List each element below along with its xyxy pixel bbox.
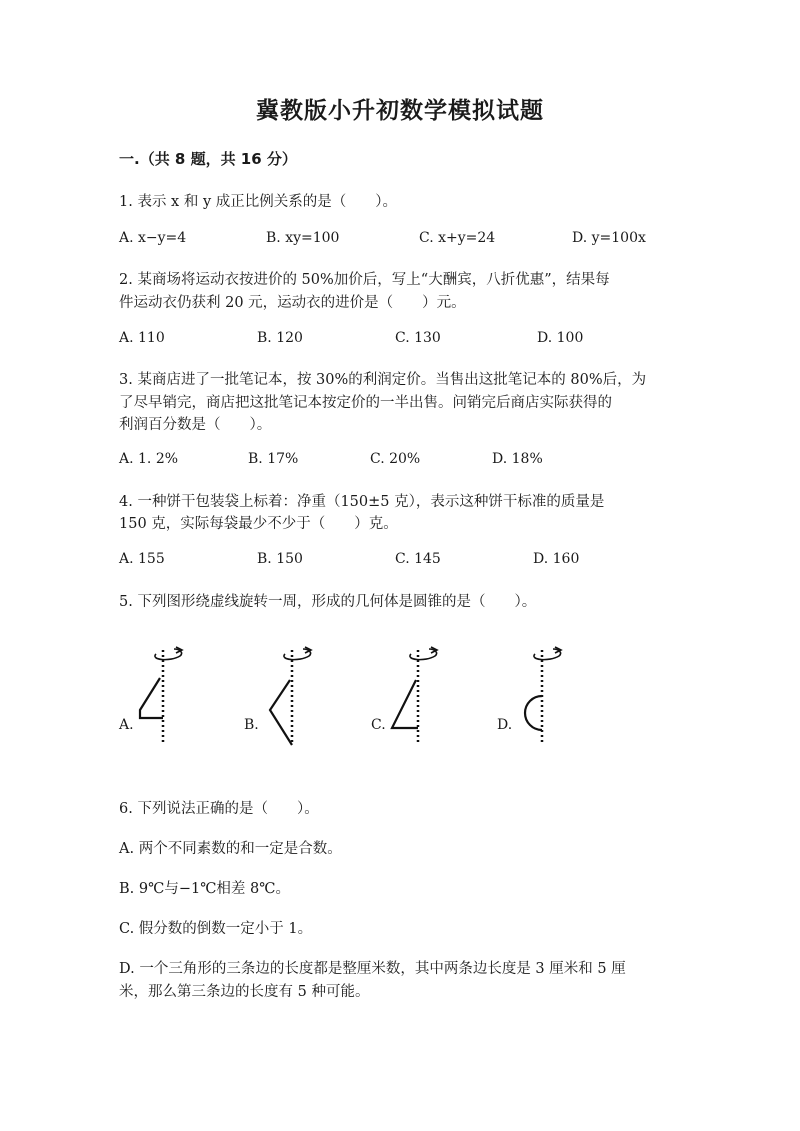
q2-option-a: A. 110 xyxy=(119,330,165,346)
figure-a-shape xyxy=(140,647,182,745)
q4-stem-line: 4. 一种饼干包装袋上标着：净重（150±5 克），表示这种饼干标准的质量是 xyxy=(119,494,605,510)
q5-option-c-label: C. xyxy=(371,717,386,733)
q4-option-b: B. 150 xyxy=(257,551,303,567)
q2-option-c: C. 130 xyxy=(395,330,441,346)
q3-option-c: C. 20% xyxy=(370,451,421,467)
q6-option-d-line: D. 一个三角形的三条边的长度都是整厘米数，其中两条边长度是 3 厘米和 5 厘 xyxy=(119,961,626,977)
q1-stem-line: 1. 表示 x 和 y 成正比例关系的是（ ）。 xyxy=(119,194,397,210)
figure-b-shape xyxy=(270,647,311,745)
q4-option-a: A. 155 xyxy=(119,551,165,567)
q2-stem-line: 件运动衣仍获利 20 元，运动衣的进价是（ ）元。 xyxy=(119,295,466,311)
q5-option-d-label: D. xyxy=(497,717,513,733)
q4-stem-line: 150 克，实际每袋最少不少于（ ）克。 xyxy=(119,516,398,532)
q2-option-b: B. 120 xyxy=(257,330,303,346)
q6-option-a: A. 两个不同素数的和一定是合数。 xyxy=(119,841,342,857)
q4-option-d: D. 160 xyxy=(533,551,580,567)
q6-option-b: B. 9℃与−1℃相差 8℃。 xyxy=(119,881,290,897)
q5-stem-line: 5. 下列图形绕虚线旋转一周，形成的几何体是圆锥的是（ ）。 xyxy=(119,594,537,610)
q6-option-c: C. 假分数的倒数一定小于 1。 xyxy=(119,921,313,937)
page-title: 冀教版小升初数学模拟试题 xyxy=(256,98,544,124)
q5-figures xyxy=(110,640,590,760)
q3-option-d: D. 18% xyxy=(492,451,543,467)
q5-option-b-label: B. xyxy=(244,717,259,733)
q3-stem-line: 利润百分数是（ ）。 xyxy=(119,417,272,433)
figure-c-shape xyxy=(392,647,437,745)
q3-stem-line: 3. 某商店进了一批笔记本，按 30%的利润定价。当售出这批笔记本的 80%后，为 xyxy=(119,372,647,388)
q3-stem-line: 了尽早销完，商店把这批笔记本按定价的一半出售。问销完后商店实际获得的 xyxy=(119,395,612,411)
q1-option-c: C. x+y=24 xyxy=(419,230,496,246)
q6-option-d-line: 米，那么第三条边的长度有 5 种可能。 xyxy=(119,984,370,1000)
section-heading: 一.（共 8 题，共 16 分） xyxy=(119,150,297,168)
q5-option-a-label: A. xyxy=(119,717,134,733)
figure-d-shape xyxy=(525,647,561,745)
q1-option-a: A. x−y=4 xyxy=(119,230,187,246)
q2-option-d: D. 100 xyxy=(537,330,584,346)
q3-option-a: A. 1. 2% xyxy=(119,451,179,467)
q1-option-b: B. xy=100 xyxy=(266,230,340,246)
q3-option-b: B. 17% xyxy=(248,451,299,467)
q4-option-c: C. 145 xyxy=(395,551,441,567)
q2-stem-line: 2. 某商场将运动衣按进价的 50%加价后，写上“大酬宾，八折优惠”，结果每 xyxy=(119,272,610,288)
q1-option-d: D. y=100x xyxy=(572,230,646,246)
q6-stem-line: 6. 下列说法正确的是（ ）。 xyxy=(119,801,319,817)
